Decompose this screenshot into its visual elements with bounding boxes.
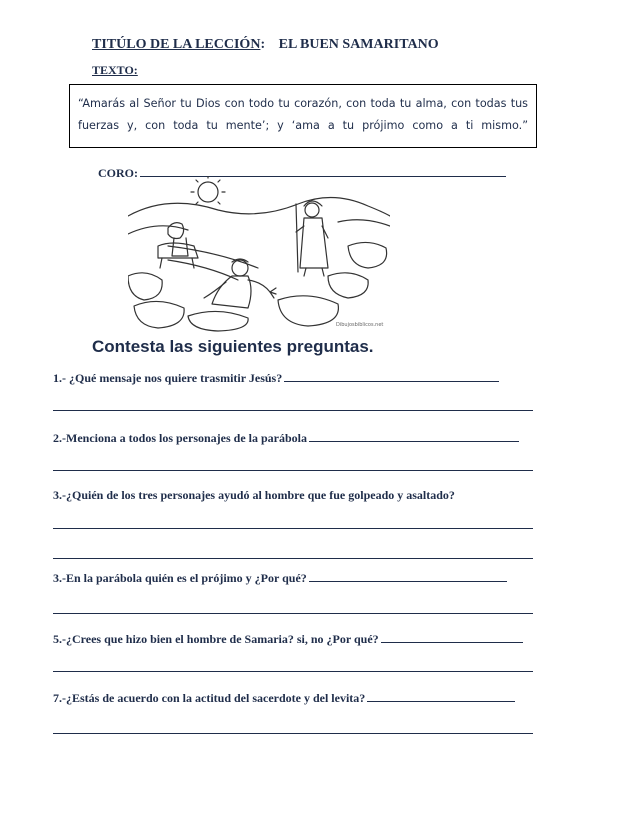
answer-line[interactable]	[53, 410, 533, 411]
question-2	[53, 430, 519, 446]
question-1	[53, 370, 499, 386]
hills-icon	[128, 197, 390, 216]
lesson-title	[92, 37, 439, 53]
question-3-text: 3.-¿Quién de los tres personajes ayudó al hombre que fue golpeado y asaltado?	[53, 488, 455, 502]
answer-line[interactable]	[53, 671, 533, 672]
lesson-title-value: EL BUEN SAMARITANO	[278, 37, 439, 52]
bible-verse-text: “Amarás al Señor tu Dios con todo tu corazón, con toda tu alma, con todas tus fuerzas y, con toda tu mente’; y ‘ama a tu prójimo como a ti mismo.”	[78, 97, 528, 132]
answer-line[interactable]	[53, 613, 533, 614]
illustration-watermark: Dibujosbiblicos.net	[336, 322, 384, 328]
question-2-blank[interactable]	[309, 430, 519, 442]
question-4	[53, 570, 507, 586]
question-5	[53, 631, 523, 647]
question-3	[53, 488, 455, 503]
coro-label: CORO:	[98, 166, 138, 180]
lesson-title-colon: :	[260, 37, 266, 52]
answer-line[interactable]	[53, 470, 533, 471]
question-6-blank[interactable]	[367, 690, 515, 702]
answer-line[interactable]	[53, 558, 533, 559]
question-6	[53, 690, 515, 706]
texto-label: TEXTO:	[92, 63, 138, 77]
answer-line[interactable]	[53, 733, 533, 734]
sun-icon	[198, 182, 218, 202]
good-samaritan-illustration	[128, 176, 390, 332]
rock-icon	[348, 242, 387, 268]
lesson-title-label: TITÚLO DE LA LECCIÓN	[92, 37, 261, 52]
answer-line[interactable]	[53, 528, 533, 529]
question-6-text: 7.-¿Estás de acuerdo con la actitud del sacerdote y del levita?	[53, 691, 366, 705]
wounded-man-icon	[204, 259, 276, 308]
question-5-text: 5.-¿Crees que hizo bien el hombre de Samaria? si, no ¿Por qué?	[53, 632, 379, 646]
question-4-text: 3.-En la parábola quién es el prójimo y ¿Por qué?	[53, 571, 307, 585]
question-4-blank[interactable]	[309, 570, 507, 582]
question-2-text: 2.-Menciona a todos los personajes de la parábola	[53, 431, 308, 445]
section-title: Contesta las siguientes preguntas.	[92, 337, 374, 356]
question-1-text: 1.- ¿Qué mensaje nos quiere trasmitir Jesús?	[53, 371, 283, 385]
bible-verse-box	[69, 84, 537, 148]
sun-rays-icon	[191, 176, 225, 204]
question-5-blank[interactable]	[381, 631, 523, 643]
standing-man-with-staff-icon	[296, 201, 328, 276]
question-1-blank[interactable]	[284, 370, 499, 382]
